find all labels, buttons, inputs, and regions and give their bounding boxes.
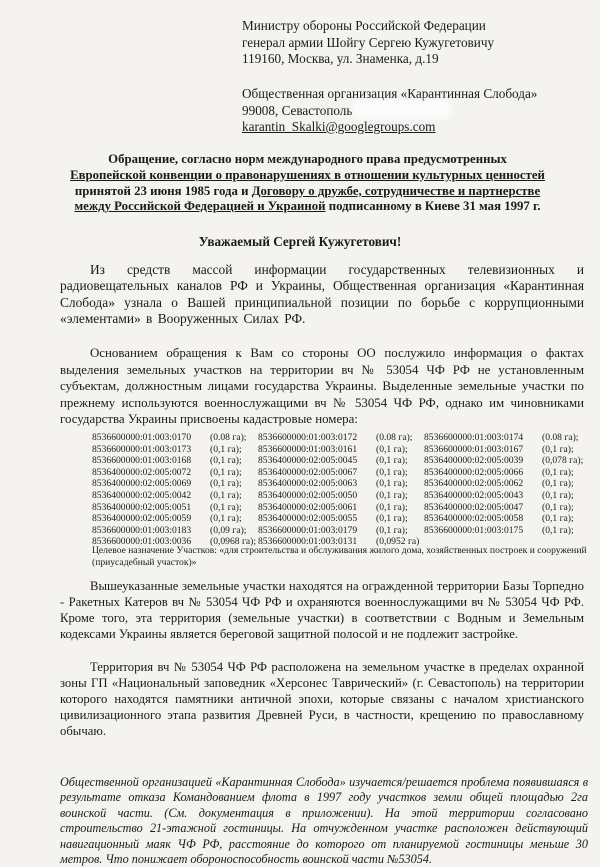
cadastre-row [92, 513, 592, 525]
title-segment: принятой 23 июня 1985 года и [74, 183, 252, 198]
cadastre-number: 8536600000:01:003:0173 [92, 443, 192, 455]
cadastre-entry [258, 455, 424, 467]
cadastre-area: (0,1 га); [210, 478, 242, 490]
cadastre-number: 8536400000:02:005:0061 [258, 501, 358, 513]
cadastre-list [92, 432, 592, 548]
cadastre-area: (0,1 га); [210, 455, 242, 467]
cadastre-row [92, 525, 592, 537]
cadastre-number: 8536400000:02:005:0047 [424, 501, 524, 513]
cadastre-area: (0,0952 га) [376, 536, 420, 548]
cadastre-area: (0,1 га); [542, 524, 574, 536]
document-title [30, 152, 585, 215]
title-line [30, 184, 585, 200]
cadastre-number: 8536600000:01:003:0167 [424, 443, 524, 455]
cadastre-entry [92, 455, 258, 467]
cadastre-number: 8536400000:02:005:0072 [92, 466, 192, 478]
cadastre-number: 8536400000:02:005:0058 [424, 513, 524, 525]
redacted-address [356, 103, 448, 116]
cadastre-number: 8536400000:02:005:0045 [258, 455, 358, 467]
cadastre-area: (0.08 га); [542, 432, 579, 443]
paragraph-2: Основанием обращения к Вам со стороны ОО послужило информация о фактах выделения земельных участков на территории вч № 53054 ЧФ РФ не установленным субъектам, должностным лицами государства Украины. Выделенные земельные участки по прежнему используются военнослужащими вч № 53054 ЧФ РФ, однако им чиновниками государства Украины присвоены кадастровые номера: [60, 346, 584, 427]
cadastre-area: (0,09 га); [210, 524, 247, 536]
cadastre-number: 8536600000:01:003:0174 [424, 432, 524, 443]
greeting: Уважаемый Сергей Кужугетович! [198, 234, 402, 249]
cadastre-entry [258, 502, 424, 514]
cadastre-number: 8536400000:02:005:0063 [258, 478, 358, 490]
recipient-line: генерал армии Шойгу Сергею Кужугетовичу [242, 34, 495, 50]
footer-paragraph: Общественной организацией «Карантинная Слобода» изучается/решается проблема появившаяся в результате отказа Командованием флота в 1997 году участков земли общей площадью 2га воинской части. (См. документация в приложении). На этой территории согласовано строительство 21-этажной гостиницы. На отчужденном участке расположен действующий навигационный маяк ЧФ РФ, расстояние до которого от планируемой гостиницы меньше 30 метров. Что понижает обороноспособность воинской части №53054. [60, 775, 588, 867]
sender-city: 99008, Севастополь [242, 102, 353, 118]
cadastre-area: (0,1 га); [542, 466, 574, 478]
cadastre-area: (0,1 га); [210, 489, 242, 501]
cadastre-number: 8536600000:01:003:0161 [258, 443, 358, 455]
title-segment: Договору о дружбе, сотрудничестве и партнерстве [251, 183, 541, 198]
cadastre-entry [424, 432, 590, 444]
cadastre-row [92, 432, 592, 444]
cadastre-row [92, 490, 592, 502]
cadastre-area: (0,0968 га); [210, 536, 257, 548]
cadastre-area: (0,1 га); [376, 478, 408, 490]
title-segment: подписанному в Киеве 31 мая 1997 г. [325, 199, 541, 214]
cadastre-area: (0,1 га); [210, 513, 242, 525]
cadastre-entry [258, 513, 424, 525]
cadastre-entry [258, 490, 424, 502]
cadastre-number: 8536400000:02:005:0051 [92, 501, 192, 513]
cadastre-area: (0,1 га); [542, 501, 574, 513]
cadastre-entry [92, 444, 258, 456]
cadastre-area: (0,1 га); [210, 501, 242, 513]
cadastre-entry [258, 525, 424, 537]
cadastre-number: 8536400000:02:005:0050 [258, 489, 358, 501]
cadastre-entry [92, 513, 258, 525]
cadastre-area: (0,1 га); [542, 443, 574, 455]
cadastre-entry [92, 525, 258, 537]
cadastre-number: 8536600000:01:003:0179 [258, 524, 358, 536]
cadastre-area: (0,1 га); [542, 478, 574, 490]
cadastre-area: (0,1 га); [376, 489, 408, 501]
cadastre-area: (0,1 га); [376, 524, 408, 536]
cadastre-number: 8536400000:02:005:0059 [92, 513, 192, 525]
cadastre-area: (0,1 га); [542, 513, 574, 525]
cadastre-entry [258, 432, 424, 444]
cadastre-row [92, 467, 592, 479]
cadastre-entry [92, 502, 258, 514]
cadastre-row [92, 444, 592, 456]
cadastre-entry [258, 478, 424, 490]
cadastre-number: 8536400000:02:005:0039 [424, 455, 524, 467]
cadastre-area: (0,1 га); [376, 466, 408, 478]
recipient-block [242, 18, 494, 68]
cadastre-number: 8536600000:01:003:0168 [92, 455, 192, 467]
cadastre-entry [92, 467, 258, 479]
cadastre-entry [92, 432, 258, 444]
cadastre-entry [92, 478, 258, 490]
cadastre-entry [424, 478, 590, 490]
cadastre-area: (0,1 га); [210, 443, 242, 455]
cadastre-row [92, 502, 592, 514]
cadastre-area: (0,1 га); [210, 466, 242, 478]
title-line: Европейской конвенции о правонарушениях в отношении культурных ценностей [70, 167, 545, 182]
cadastre-number: 8536600000:01:003:0175 [424, 524, 524, 536]
cadastre-number: 8536600000:01:003:0170 [92, 432, 192, 443]
cadastre-entry [424, 525, 590, 537]
cadastre-entry [424, 513, 590, 525]
cadastre-area: (0,1 га); [376, 501, 408, 513]
sender-address-line [242, 103, 537, 120]
cadastre-number: 8536400000:02:005:0067 [258, 466, 358, 478]
sender-block [242, 86, 537, 136]
paragraph-3: Вышеуказанные земельные участки находятся на огражденной территории Базы Торпедно - Ракетных Катеров вч № 53054 ЧФ РФ и охраняются военнослужащими вч № 53054 ЧФ РФ. Кроме того, эта территория (земельные участки) в соответствии с Водным и Земельным кодексами Украины является береговой защитной полосой и не подлежит застройке. [60, 579, 584, 642]
cadastre-entry [424, 502, 590, 514]
cadastre-number: 8536600000:01:003:0036 [92, 536, 192, 548]
sender-line: Общественная организация «Карантинная Слобода» [242, 86, 538, 101]
land-purpose-note: Целевое назначение Участков: «для строительства и обслуживания жилого дома, хозяйственных построек и сооружений (приусадебный участок)» [92, 545, 587, 568]
cadastre-row [92, 455, 592, 467]
cadastre-area: (0,1 га); [542, 489, 574, 501]
cadastre-entry [258, 444, 424, 456]
title-segment: между Российской Федерацией и Украиной [74, 199, 326, 214]
cadastre-entry [424, 455, 590, 467]
cadastre-area: (0,078 га); [542, 455, 584, 467]
recipient-line: 119160, Москва, ул. Знаменка, д.19 [242, 51, 439, 66]
recipient-line: Министру обороны Российской Федерации [242, 18, 486, 33]
cadastre-area: (0,1 га); [376, 443, 408, 455]
cadastre-number: 8536400000:02:005:0055 [258, 513, 358, 525]
paragraph-4: Территория вч № 53054 ЧФ РФ расположена на земельном участке в пределах охранной зоны ГП «Национальный заповедник «Херсонес Таврический» (г. Севастополь) на территории которого находятся памятники античной эпохи, которые связаны с началом христианского цивилизационного этапа развития Древней Руси, в частности, крещению по православному обычаю. [60, 660, 584, 739]
cadastre-number: 8536400000:02:005:0042 [92, 489, 192, 501]
cadastre-number: 8536600000:01:003:0183 [92, 524, 192, 536]
sender-email: karantin_Skalki@googlegroups.com [242, 119, 436, 134]
cadastre-area: (0,1 га); [376, 455, 408, 467]
cadastre-entry [424, 490, 590, 502]
cadastre-entry [92, 490, 258, 502]
cadastre-number: 8536600000:01:003:0131 [258, 536, 358, 548]
cadastre-number: 8536600000:01:003:0172 [258, 432, 358, 443]
cadastre-number: 8536400000:02:005:0062 [424, 478, 524, 490]
title-line [30, 199, 585, 215]
cadastre-entry [258, 467, 424, 479]
paragraph-1: Из средств массой информации государственных телевизионных и радиовещательных каналов РФ и Украины, Общественная организация «Карантинная Слобода» узнала о Вашей принципиальной позиции по борьбе с коррупционными «элементами» в Вооруженных Силах РФ. [60, 262, 584, 326]
cadastre-entry [424, 467, 590, 479]
cadastre-row [92, 478, 592, 490]
cadastre-number: 8536400000:02:005:0069 [92, 478, 192, 490]
title-line: Обращение, согласно норм международного права предусмотренных [108, 152, 507, 166]
bleed-through-texture [48, 8, 238, 143]
cadastre-area: (0.08 га); [376, 432, 413, 443]
cadastre-area: (0.08 га); [210, 432, 247, 443]
cadastre-entry [424, 444, 590, 456]
cadastre-number: 8536400000:02:005:0066 [424, 466, 524, 478]
cadastre-area: (0,1 га); [376, 513, 408, 525]
cadastre-number: 8536400000:02:005:0043 [424, 489, 524, 501]
